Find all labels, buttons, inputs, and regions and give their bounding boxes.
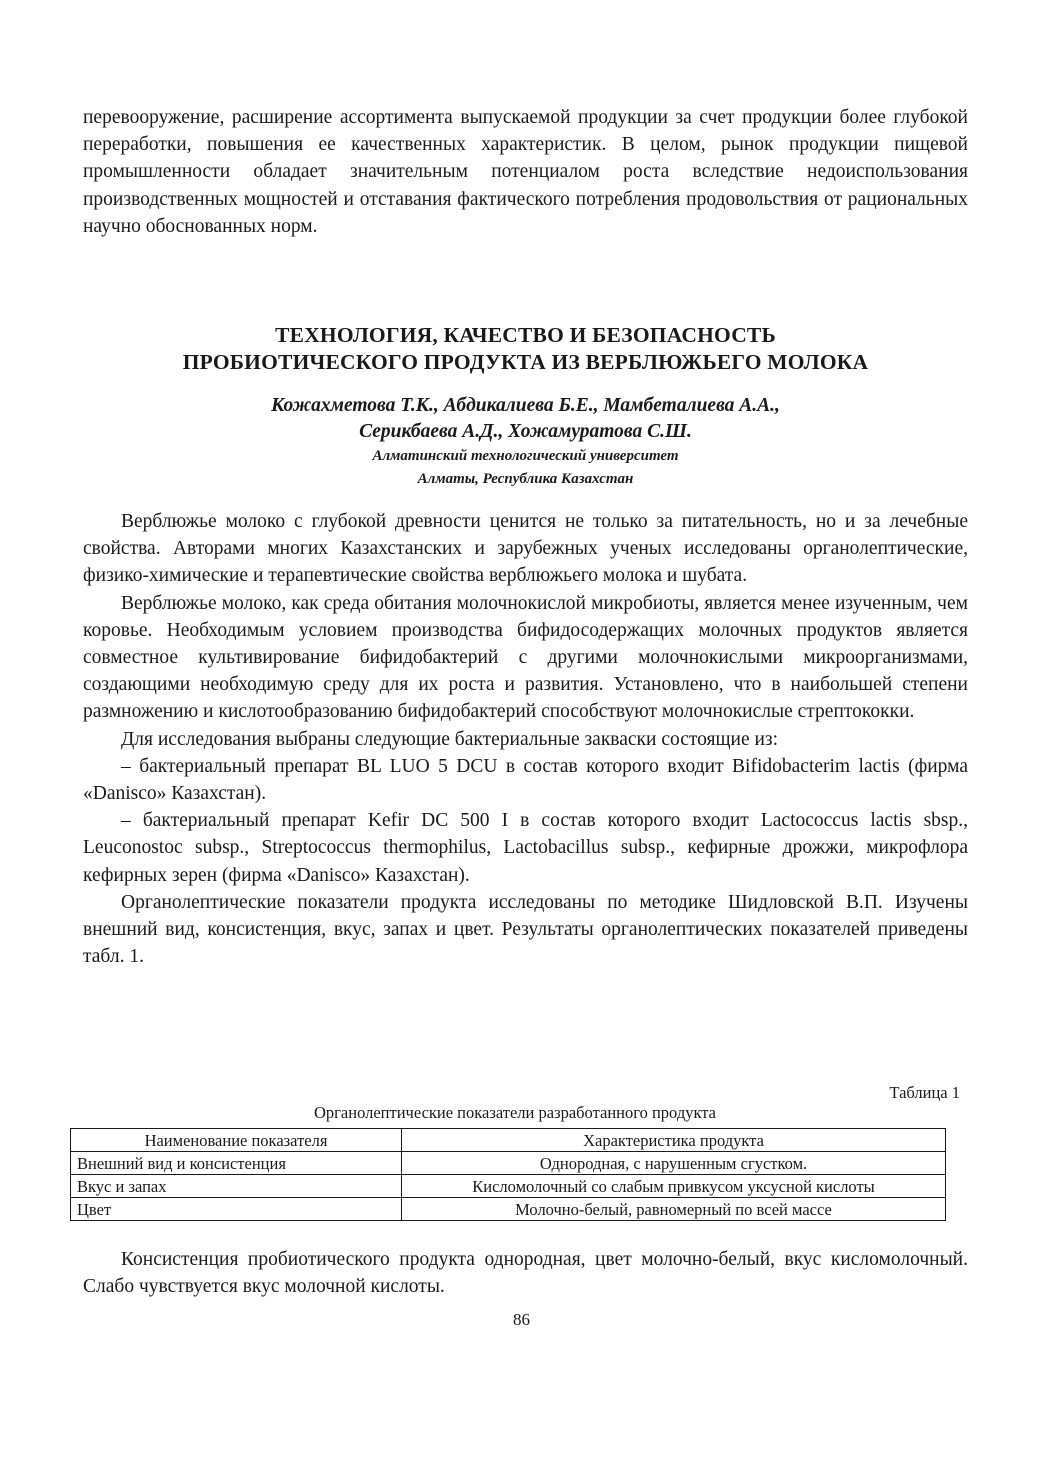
list-item-1 — [83, 753, 968, 807]
table-row — [71, 1175, 946, 1198]
authors-block — [83, 393, 968, 491]
table-cell-indicator: Вкус и запах — [71, 1175, 402, 1198]
authors-line-2: Серикбаева А.Д., Хожамуратова С.Ш. — [359, 421, 692, 442]
intro-paragraph: перевооружение, расширение ассортимента выпускаемой продукции за счет продукции более глубокой переработки, повышения ее качественных характеристик. В целом, рынок продукции пищевой промышленности обладает значительным потенциалом роста вследствие недоиспользования производственных мощностей и отставания фактического потребления продовольствия от рациональных научно обоснованных норм. — [83, 107, 968, 237]
table-header-cell: Характеристика продукта — [402, 1129, 946, 1152]
table-row — [71, 1152, 946, 1175]
list-item-2 — [83, 807, 968, 889]
closing-paragraph: Консистенция пробиотического продукта однородная, цвет молочно-белый, вкус кисломолочный. Слабо чувствуется вкус молочной кислоты. — [83, 1249, 968, 1298]
affiliation-line-1: Алматинский технологический университет — [372, 448, 679, 464]
table-header-cell: Наименование показателя — [71, 1129, 402, 1152]
body-paragraph-1: Верблюжье молоко с глубокой древности ценится не только за питательность, но и за лечебные свойства. Авторами многих Казахстанских и зарубежных ученых исследованы органолептические, физико-химические и терапевтические свойства верблюжьего молока и шубата. — [83, 511, 968, 587]
table-row — [71, 1198, 946, 1221]
title-line-2: ПРОБИОТИЧЕСКОГО ПРОДУКТА ИЗ ВЕРБЛЮЖЬЕГО МОЛОКА — [182, 350, 869, 374]
body-paragraph-2: Верблюжье молоко, как среда обитания молочнокислой микробиоты, является менее изученным, чем коровье. Необходимым условием производства бифидосодержащих молочных продуктов является совместное культивирование бифидобактерий с другими молочнокислыми микроорганизмами, создающими необходимую среду для их роста и развития. Установлено, что в наибольшей степени размножению и кислотообразованию бифидобактерий способствуют молочнокислые стрептококки. — [83, 592, 968, 723]
list-item-2-text: бактериальный препарат Kefir DC 500 I в состав которого входит Lactococcus lactis sbsp., Leuconostoc subsp., Streptococcus thermophilus, Lactobacillus subsp., кефирные дрожжи, микрофлора кефирных зерен (фирма «Danisco» Казахстан). — [83, 810, 969, 886]
table-cell-characteristic: Молочно-белый, равномерный по всей массе — [402, 1198, 946, 1221]
table-cell-characteristic: Однородная, с нарушенным сгустком. — [402, 1152, 946, 1175]
table-header-row — [71, 1129, 946, 1152]
dash-marker: – — [121, 755, 131, 777]
article-body — [83, 508, 968, 970]
table-caption: Органолептические показатели разработанного продукта — [313, 1103, 716, 1122]
table-cell-indicator: Внешний вид и консистенция — [71, 1152, 402, 1175]
list-item-1-text: бактериальный препарат BL LUO 5 DCU в состав которого входит Bifidobacterim lactis (фирма «Danisco» Казахстан). — [83, 755, 968, 805]
authors-line-1: Кожахметова Т.К., Абдикалиева Б.Е., Мамбеталиева А.А., — [271, 395, 780, 416]
title-line-1: ТЕХНОЛОГИЯ, КАЧЕСТВО И БЕЗОПАСНОСТЬ — [275, 323, 776, 347]
dash-marker: – — [121, 810, 131, 832]
table-heading — [70, 1083, 960, 1123]
affiliation-line-2: Алматы, Республика Казахстан — [417, 471, 634, 487]
table-label: Таблица 1 — [889, 1083, 960, 1102]
body-paragraph-3: Для исследования выбраны следующие бактериальные закваски состоящие из: — [121, 728, 779, 750]
article-title — [83, 322, 968, 376]
page-number: 86 — [513, 1310, 530, 1329]
body-paragraph-4: Органолептические показатели продукта исследованы по методике Шидловской В.П. Изучены внешний вид, консистенция, вкус, запах и цвет. Результаты органолептических показателей приведены табл. 1. — [83, 891, 968, 968]
table-cell-indicator: Цвет — [71, 1198, 402, 1221]
organoleptic-table — [70, 1128, 946, 1221]
table-cell-characteristic: Кисломолочный со слабым привкусом уксусной кислоты — [402, 1175, 946, 1198]
